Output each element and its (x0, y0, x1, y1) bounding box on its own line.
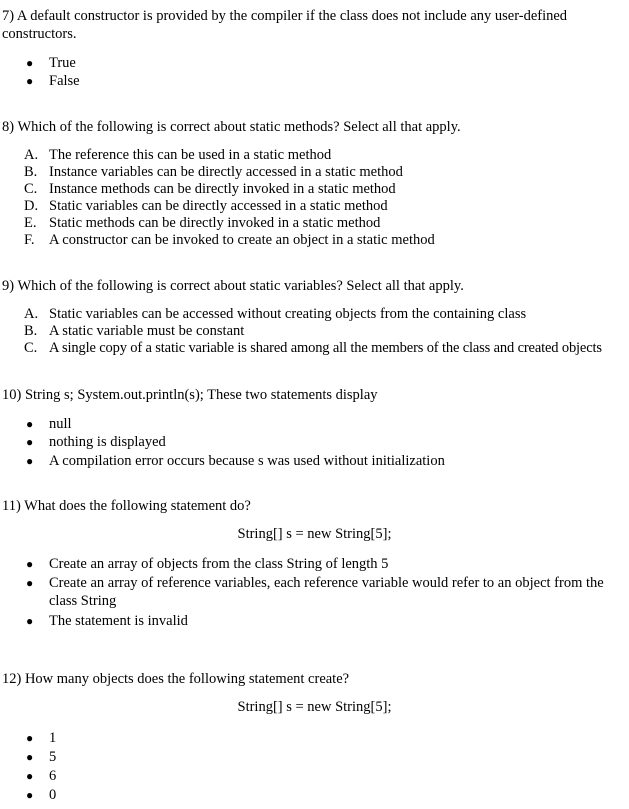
question-7-text-line2: constructors. (2, 26, 77, 42)
question-11-option-continuation: class String (49, 593, 117, 609)
bullet-icon: ● (26, 74, 34, 88)
question-8-option: Static variables can be directly accessed in a static method (49, 198, 388, 214)
question-8-option: Instance methods can be directly invoked in a static method (49, 181, 396, 197)
option-letter: C. (24, 181, 38, 197)
question-11-option: The statement is invalid (49, 613, 188, 629)
question-10-option: null (49, 416, 72, 432)
bullet-icon: ● (26, 788, 34, 802)
bullet-icon: ● (26, 750, 34, 764)
question-9-option: A static variable must be constant (49, 323, 245, 339)
bullet-icon: ● (26, 417, 34, 431)
question-8-option: Static methods can be directly invoked in a static method (49, 215, 381, 231)
bullet-icon: ● (26, 614, 34, 628)
question-8-text: 8) Which of the following is correct about static methods? Select all that apply. (2, 119, 461, 135)
question-12-option: 5 (49, 749, 57, 765)
option-letter: F. (24, 232, 35, 248)
question-12-option: 6 (49, 768, 57, 784)
question-9-option: Static variables can be accessed without creating objects from the containing class (49, 306, 527, 322)
bullet-icon: ● (26, 731, 34, 745)
question-8-option: The reference this can be used in a static method (49, 147, 332, 163)
question-10-text: 10) String s; System.out.println(s); These two statements display (2, 387, 378, 403)
question-11-code: String[] s = new String[5]; (237, 526, 392, 542)
bullet-icon: ● (26, 435, 34, 449)
option-letter: D. (24, 198, 39, 214)
question-12-option: 1 (49, 730, 57, 746)
question-11-text: 11) What does the following statement do? (2, 498, 251, 514)
question-12-code: String[] s = new String[5]; (237, 699, 392, 715)
question-8-option: A constructor can be invoked to create an object in a static method (49, 232, 435, 248)
question-10-option: nothing is displayed (49, 434, 166, 450)
bullet-icon: ● (26, 557, 34, 571)
question-11-option: Create an array of reference variables, each reference variable would refer to an object from the (49, 575, 604, 591)
question-11-option: Create an array of objects from the class String of length 5 (49, 556, 389, 572)
option-letter: A. (24, 147, 39, 163)
question-12-option: 0 (49, 787, 57, 803)
option-letter: E. (24, 215, 37, 231)
question-12-text: 12) How many objects does the following statement create? (2, 671, 350, 687)
question-9-text: 9) Which of the following is correct about static variables? Select all that apply. (2, 278, 464, 294)
question-7-text-line1: 7) A default constructor is provided by the compiler if the class does not include any user-defined (2, 8, 568, 24)
option-letter: B. (24, 323, 38, 339)
question-8-option: Instance variables can be directly accessed in a static method (49, 164, 403, 180)
option-letter: A. (24, 306, 39, 322)
option-letter: C. (24, 340, 38, 356)
bullet-icon: ● (26, 576, 34, 590)
bullet-icon: ● (26, 769, 34, 783)
option-letter: B. (24, 164, 38, 180)
question-7-option: False (49, 73, 80, 89)
question-10-option: A compilation error occurs because s was used without initialization (49, 453, 445, 469)
question-7-option: True (49, 55, 76, 71)
bullet-icon: ● (26, 56, 34, 70)
bullet-icon: ● (26, 454, 34, 468)
question-9-option: A single copy of a static variable is shared among all the members of the class and created objects (49, 340, 602, 356)
